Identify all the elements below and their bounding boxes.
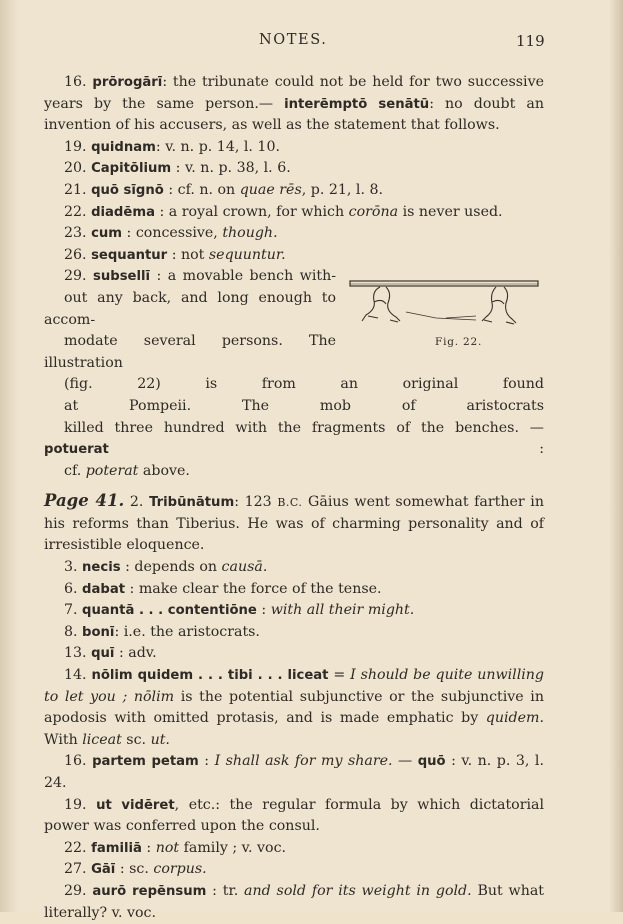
note-text: : — [256, 602, 271, 619]
note-text: : — [108, 441, 544, 458]
headword: potuerat — [44, 442, 109, 458]
note-text: killed three hundred with the fragments of the benches. — — [64, 419, 544, 436]
note-text: : adv. — [114, 645, 157, 662]
note-text: : — [198, 753, 215, 770]
headword: diadēma — [91, 204, 155, 220]
headword: quantā . . . contentiōne — [82, 603, 257, 619]
note-entry — [44, 881, 544, 924]
line-number: 21. — [64, 181, 92, 198]
note-entry — [44, 600, 544, 622]
italic-gloss: I shall ask for my share. — [214, 753, 393, 770]
italic-gloss: sequuntur. — [208, 246, 286, 263]
note-text: : 123 — [234, 494, 278, 511]
note-text: above. — [138, 462, 190, 479]
italic-gloss: and sold for its weight in gold. — [244, 882, 472, 899]
line-number: 6. — [64, 580, 83, 597]
note-text: : the tribunate could not be held for two successive years by the same person.— — [44, 74, 544, 112]
note-text: , p. 21, l. 8. — [301, 181, 384, 198]
note-text: : v. n. p. 3, l. 24. — [44, 753, 544, 791]
italic-gloss: though. — [222, 225, 278, 242]
note-entry — [44, 751, 544, 794]
italic-gloss: ut. — [150, 731, 170, 748]
headword: quī — [91, 646, 115, 662]
line-number: 27. — [64, 861, 92, 878]
headword: quō sīgnō — [91, 182, 164, 198]
note-text: But what literally? v. voc. — [44, 882, 544, 921]
note-text: cf. — [64, 462, 86, 479]
note-entry — [44, 72, 544, 137]
note-text: at Pompeii. The mob of aristocrats — [64, 397, 544, 414]
note-entry — [44, 137, 544, 159]
note-text: is the potential subjunctive or the subjunctive in apodosis with omitted protasis, and is made emphatic by — [44, 688, 544, 727]
note-entry — [44, 245, 544, 267]
note-entry — [44, 859, 544, 881]
line-number: 13. — [64, 645, 92, 662]
line-number: 22. — [64, 839, 92, 856]
note-text: With — [44, 731, 83, 748]
note-29-line — [44, 418, 544, 461]
note-entry — [44, 202, 544, 224]
note-29-subselli — [44, 266, 544, 482]
headword: interēmptō senātū — [284, 96, 430, 112]
page-41-note-2 — [44, 490, 544, 557]
note-text: out any back, and long enough to accom- — [44, 289, 336, 328]
italic-gloss: I should be quite unwilling to let you ; nōlim — [44, 667, 544, 705]
note-29-line — [44, 374, 544, 396]
italic-gloss: poterat — [85, 462, 139, 479]
headword: nōlim quidem . . . tibi . . . liceat — [91, 668, 329, 684]
note-text: , etc.: the regular formula by which dictatorial power was conferred upon the consul. — [44, 796, 545, 835]
headword: familiā — [91, 840, 142, 856]
headword: prōrogārī — [92, 75, 163, 90]
note-text: : no doubt an invention of his accusers, as well as the statement that follows. — [44, 95, 544, 134]
note-text: is never used. — [398, 203, 503, 220]
headword: aurō repēnsum — [92, 883, 207, 899]
line-number: 26. — [64, 246, 92, 263]
line-number: 16. — [64, 753, 93, 770]
note-entry — [44, 665, 544, 751]
italic-gloss: corpus. — [153, 861, 207, 878]
note-text: : a royal crown, for which — [154, 203, 349, 220]
italic-gloss: quidem. — [485, 710, 544, 727]
note-entry — [44, 838, 544, 860]
note-text: Gāius went somewhat farther in his reforms than Tiberius. He was of charming personality and of irresistible eloquence. — [44, 494, 544, 554]
note-text: sc. — [121, 731, 151, 748]
note-entry — [44, 223, 544, 245]
note-text: : cf. n. on — [163, 181, 240, 198]
line-number: 29. — [64, 882, 93, 899]
italic-gloss: with all their might. — [270, 602, 415, 619]
note-text: modate several persons. The illustration — [44, 333, 336, 371]
headword: Gāī — [91, 862, 116, 878]
note-text: : a movable bench with- — [150, 268, 336, 285]
note-text: : v. n. p. 38, l. 6. — [171, 160, 291, 177]
headword: necis — [82, 560, 121, 576]
headword: Capitōlium — [91, 161, 172, 177]
line-number: 7. — [64, 602, 83, 619]
note-text: — — [392, 753, 418, 770]
note-text: (fig. 22) is from an original found — [64, 376, 544, 393]
note-29-line — [44, 461, 544, 483]
note-text: : i.e. the aristocrats. — [114, 623, 260, 640]
note-text: : concessive, — [122, 225, 223, 242]
italic-gloss: not — [155, 839, 180, 856]
notes-page-41 — [44, 557, 544, 924]
note-text: : not — [167, 246, 209, 263]
note-entry — [44, 180, 544, 202]
note-text: : — [141, 839, 156, 856]
headword: cum — [91, 226, 123, 242]
note-text: : depends on — [120, 559, 222, 576]
line-number: 20. — [64, 160, 92, 177]
note-text: 2. — [124, 494, 150, 511]
page-label: Page 41. — [44, 491, 125, 511]
headword: sequantur — [91, 247, 168, 263]
note-29-line — [44, 396, 544, 418]
italic-gloss: causā. — [221, 559, 268, 576]
line-number: 3. — [64, 559, 83, 576]
note-text: = — [328, 667, 351, 684]
note-text: family ; v. voc. — [179, 839, 287, 856]
headword: Tribūnātum — [149, 495, 235, 511]
note-entry — [44, 622, 544, 644]
line-number: 14. — [64, 667, 92, 684]
line-number: 16. — [64, 74, 93, 90]
italic-gloss: quae rēs — [239, 181, 302, 198]
note-text: : make clear the force of the tense. — [125, 580, 382, 597]
note-entry — [44, 557, 544, 579]
headword: ut vidēret — [96, 797, 175, 813]
figure-22 — [346, 268, 550, 368]
note-entry — [44, 643, 544, 665]
note-text: : v. n. p. 14, l. 10. — [155, 138, 280, 155]
line-number: 19. — [64, 138, 92, 155]
headword: bonī — [82, 624, 115, 640]
headword: partem petam — [92, 754, 199, 770]
line-number: 8. — [64, 623, 83, 640]
note-text: : sc. — [115, 861, 154, 878]
figure-caption: Fig. 22. — [435, 336, 483, 349]
running-head: NOTES. — [259, 32, 328, 48]
note-entry — [44, 795, 544, 838]
headword: quidnam — [91, 139, 156, 155]
small-caps: B.C. — [277, 496, 303, 510]
line-number: 23. — [64, 225, 92, 242]
headword: dabat — [82, 581, 126, 597]
notes-page-40 — [44, 72, 544, 266]
headword: quō — [417, 754, 446, 770]
headword: subsellī — [93, 269, 151, 285]
note-entry — [44, 158, 544, 180]
note-text: : tr. — [206, 882, 245, 899]
page-number: 119 — [516, 32, 545, 50]
notes-body — [44, 72, 544, 924]
italic-gloss: liceat — [82, 731, 122, 748]
line-number: 22. — [64, 203, 92, 220]
line-number: 19. — [64, 796, 97, 813]
line-number: 29. — [64, 268, 94, 285]
note-entry — [44, 579, 544, 601]
page-header — [0, 32, 623, 54]
italic-gloss: corōna — [348, 203, 399, 220]
